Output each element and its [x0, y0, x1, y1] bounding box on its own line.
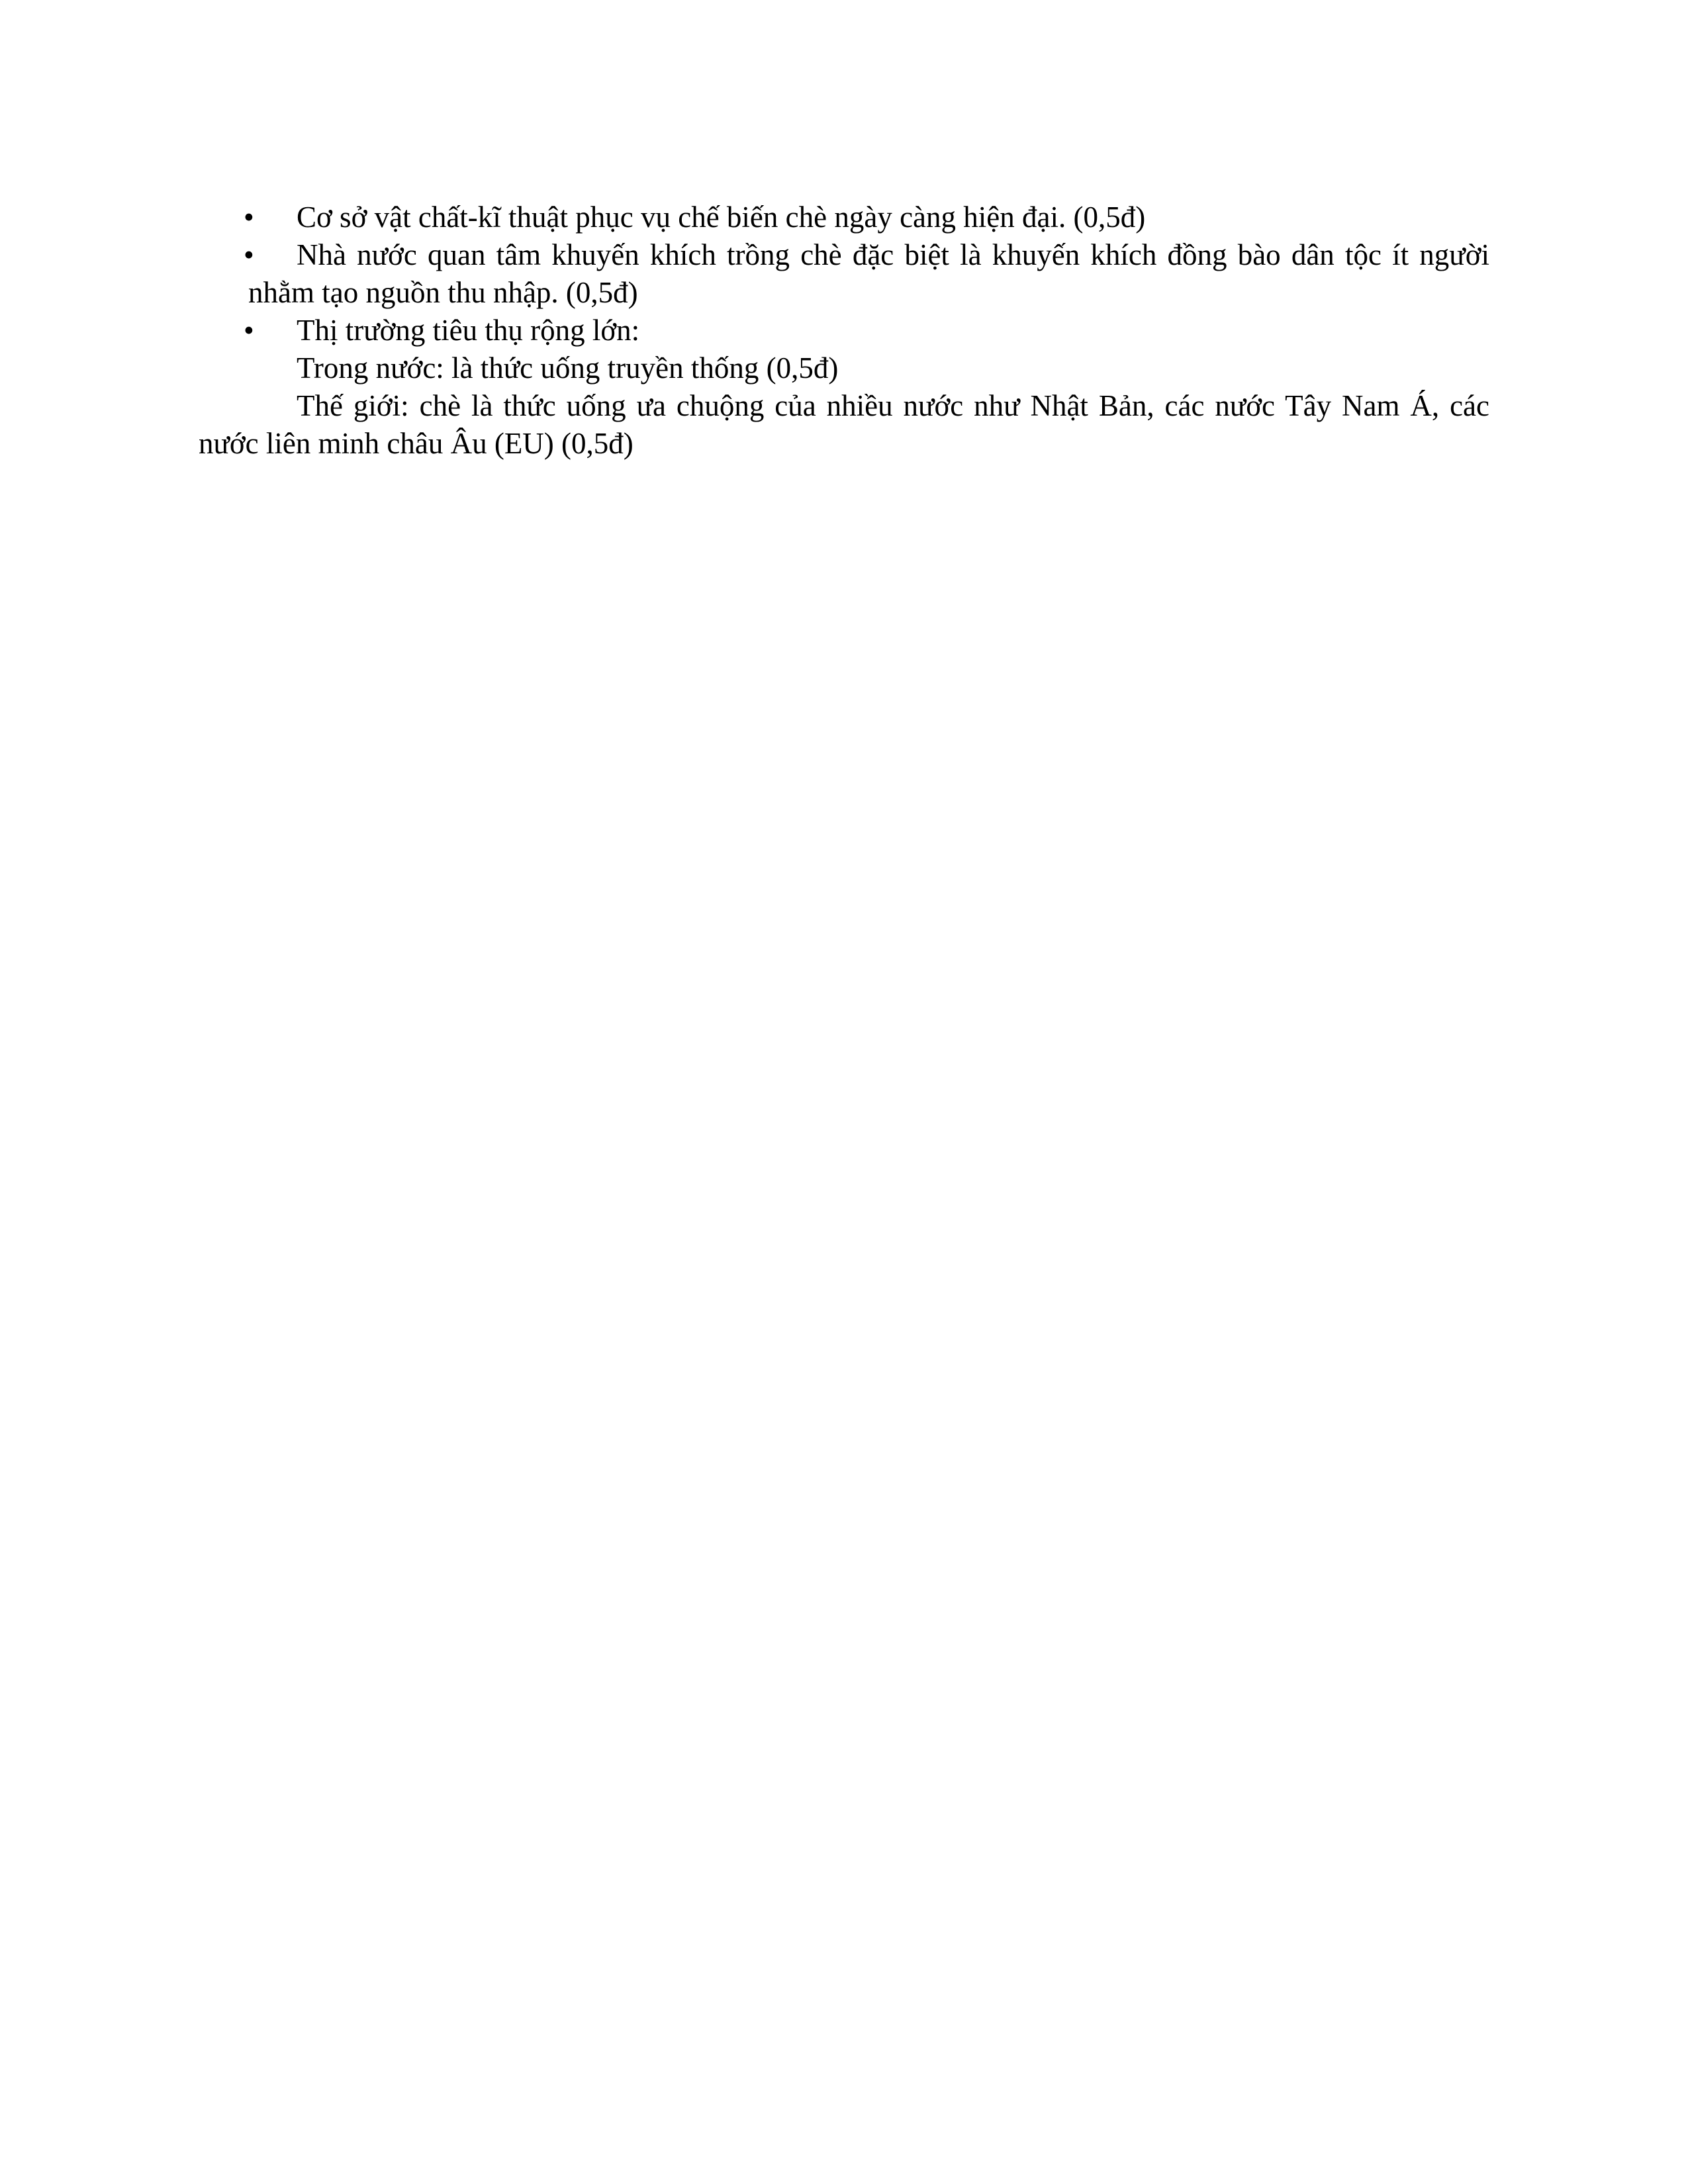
bullet-item-facilities [199, 199, 1489, 236]
bullet-icon: • [244, 201, 254, 234]
bullet-icon: • [244, 238, 254, 271]
bullet-icon: • [244, 314, 254, 347]
bullet-text: Thị trường tiêu thụ rộng lớn: [297, 314, 640, 347]
world-market-paragraph: Thế giới: chè là thức uống ưa chuộng của nhiều nước như Nhật Bản, các nước Tây Nam Á, các nước liên minh châu Âu (EU) (0,5đ) [199, 389, 1489, 460]
domestic-market-line: Trong nước: là thức uống truyền thống (0,5đ) [297, 351, 839, 385]
bullet-text: Nhà nước quan tâm khuyến khích trồng chè đặc biệt là khuyến khích đồng bào dân tộc ít người nhằm tạo nguồn thu nhập. (0,5đ) [248, 238, 1489, 309]
document-page [199, 199, 1489, 463]
bullet-text: Cơ sở vật chất-kĩ thuật phục vụ chế biến chè ngày càng hiện đại. (0,5đ) [297, 201, 1146, 234]
bullet-item-market [199, 312, 1489, 349]
bullet-item-state-support [199, 236, 1489, 312]
